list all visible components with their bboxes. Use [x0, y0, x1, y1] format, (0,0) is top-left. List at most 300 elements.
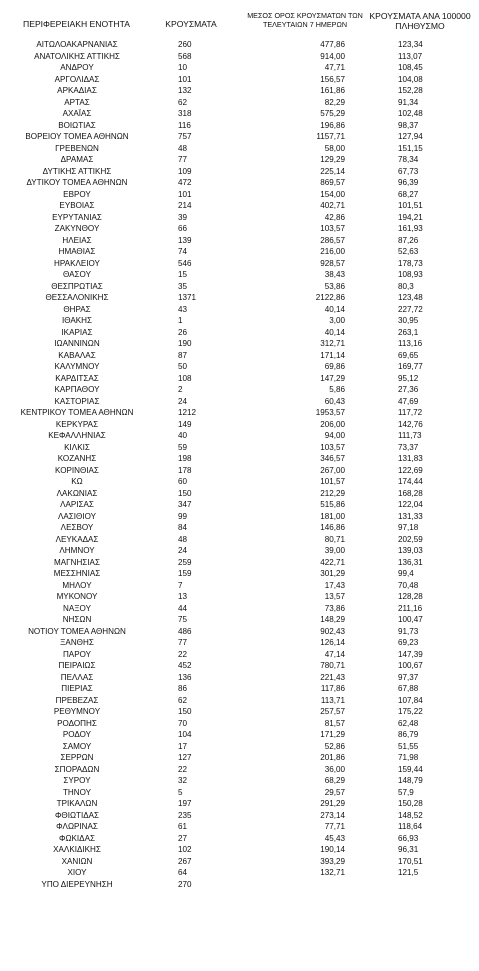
cases-cell: 318 [178, 109, 192, 118]
per-100k-cell: 131,33 [398, 511, 423, 521]
region-cell: ΔΥΤΙΚΗΣ ΑΤΤΙΚΗΣ [42, 166, 112, 176]
per-100k-cell: 100,47 [398, 615, 423, 624]
per-100k-cell [398, 879, 448, 891]
region-cell: ΖΑΚΥΝΘΟΥ [54, 224, 100, 233]
region-cell: ΠΡΕΒΕΖΑΣ [55, 695, 99, 705]
table-row [0, 131, 479, 143]
per-100k-cell: 147,39 [398, 649, 423, 659]
avg-7-days-cell: 902,43 [320, 626, 345, 636]
cases-cell: 109 [178, 166, 192, 176]
region-cell: ΦΩΚΙΔΑΣ [59, 833, 95, 843]
region-cell: ΚΑΣΤΟΡΙΑΣ [54, 396, 100, 406]
cases-cell: 139 [178, 235, 192, 245]
region-cell: ΡΟΔΟΥ [62, 730, 92, 739]
region-cell: ΒΟΙΩΤΙΑΣ [58, 120, 96, 130]
table-row [0, 557, 479, 569]
per-100k-cell: 66,93 [398, 833, 419, 843]
per-100k-cell: 227,72 [398, 304, 423, 314]
table-header [0, 0, 479, 40]
table-row [0, 787, 479, 799]
avg-7-days-cell: 117,86 [320, 684, 345, 693]
region-cell: ΚΕΝΤΡΙΚΟΥ ΤΟΜΕΑ ΑΘΗΝΩΝ [20, 408, 134, 417]
avg-7-days-cell: 869,57 [320, 178, 345, 187]
table-row [0, 235, 479, 247]
cases-cell: 17 [178, 741, 188, 751]
table-row [0, 741, 479, 753]
per-100k-cell: 122,69 [398, 465, 423, 475]
avg-7-days-cell: 273,14 [320, 810, 345, 820]
table-row [0, 465, 479, 477]
cases-cell: 27 [178, 833, 188, 843]
cases-cell: 1212 [178, 408, 197, 417]
per-100k-cell: 111,73 [398, 431, 422, 440]
avg-7-days-cell: 914,00 [320, 51, 345, 61]
table-row [0, 511, 479, 523]
per-100k-cell: 159,44 [398, 764, 423, 774]
cases-cell: 62 [178, 695, 188, 705]
region-cell: ΙΩΑΝΝΙΝΩΝ [54, 339, 100, 348]
cases-cell: 259 [178, 557, 192, 567]
avg-7-days-cell: 216,00 [320, 247, 345, 256]
cases-cell: 214 [178, 201, 192, 210]
region-cell: ΚΑΡΔΙΤΣΑΣ [55, 373, 99, 383]
table-row [0, 304, 479, 316]
cases-cell: 59 [178, 442, 188, 452]
cases-cell: 190 [178, 339, 192, 348]
avg-7-days-cell: 393,29 [320, 856, 345, 866]
region-cell: ΧΙΟΥ [67, 868, 87, 877]
per-100k-cell: 69,23 [398, 638, 419, 647]
per-100k-cell: 113,16 [398, 339, 423, 348]
per-100k-cell: 107,84 [398, 695, 423, 705]
cases-cell: 22 [178, 649, 188, 659]
region-cell: ΠΕΙΡΑΙΩΣ [58, 661, 96, 670]
avg-7-days-cell: 5,86 [329, 385, 345, 394]
avg-7-days-cell: 36,00 [324, 764, 345, 774]
region-cell: ΛΕΥΚΑΔΑΣ [55, 534, 99, 544]
avg-7-days-cell: 346,57 [320, 454, 345, 463]
table-row [0, 453, 479, 465]
region-cell: ΚΟΖΑΝΗΣ [57, 454, 97, 463]
per-100k-cell: 108,93 [398, 270, 423, 279]
region-cell: ΗΡΑΚΛΕΙΟΥ [54, 258, 100, 268]
avg-7-days-cell: 94,00 [324, 431, 345, 440]
table-row [0, 396, 479, 408]
avg-7-days-cell: 154,00 [320, 189, 345, 199]
region-cell: ΚΕΦΑΛΛΗΝΙΑΣ [48, 431, 106, 440]
avg-7-days-cell: 52,86 [324, 741, 345, 751]
region-cell: ΧΑΛΚΙΔΙΚΗΣ [53, 845, 101, 854]
table-row [0, 844, 479, 856]
cases-cell: 1371 [178, 293, 197, 302]
avg-7-days-cell: 132,71 [320, 868, 345, 877]
avg-7-days-cell: 73,86 [324, 603, 345, 613]
region-cell: ΞΑΝΘΗΣ [60, 638, 94, 647]
region-cell: ΥΠΟ ΔΙΕΡΕΥΝΗΣΗ [41, 879, 113, 889]
per-100k-cell: 108,45 [398, 63, 423, 72]
cases-cell: 260 [178, 40, 192, 49]
table-row [0, 522, 479, 534]
table-row [0, 223, 479, 235]
table-row [0, 177, 479, 189]
cases-cell: 149 [178, 419, 192, 429]
cases-cell: 108 [178, 373, 192, 383]
region-cell: ΜΕΣΣΗΝΙΑΣ [53, 569, 101, 578]
table-row [0, 752, 479, 764]
table-row [0, 603, 479, 615]
region-cell: ΚΙΛΚΙΣ [64, 442, 90, 452]
per-100k-cell: 122,04 [398, 500, 423, 509]
region-cell: ΝΟΤΙΟΥ ΤΟΜΕΑ ΑΘΗΝΩΝ [28, 626, 126, 636]
avg-7-days-cell: 780,71 [320, 661, 345, 670]
table-row [0, 200, 479, 212]
table-row [0, 683, 479, 695]
region-cell: ΧΑΝΙΩΝ [61, 856, 93, 866]
cases-cell: 44 [178, 603, 188, 613]
cases-cell: 136 [178, 672, 192, 682]
avg-7-days-cell: 422,71 [320, 557, 345, 567]
avg-7-days-cell: 2122,86 [315, 293, 345, 302]
region-cell: ΑΡΤΑΣ [64, 97, 90, 107]
avg-7-days-cell: 80,71 [324, 534, 345, 544]
table-row [0, 442, 479, 454]
table-row [0, 660, 479, 672]
per-100k-cell: 136,31 [398, 557, 423, 567]
table-body [0, 39, 479, 890]
region-cell: ΝΑΞΟΥ [63, 603, 91, 613]
cases-cell: 270 [178, 879, 192, 889]
cases-cell: 66 [178, 224, 188, 233]
table-row [0, 798, 479, 810]
per-100k-cell: 150,28 [398, 799, 423, 808]
per-100k-cell: 152,28 [398, 86, 423, 95]
cases-cell: 178 [178, 465, 192, 475]
cases-cell: 24 [178, 546, 188, 555]
per-100k-cell: 30,95 [398, 316, 419, 325]
region-cell: ΚΕΡΚΥΡΑΣ [55, 419, 99, 429]
cases-cell: 127 [178, 753, 192, 762]
table-row [0, 315, 479, 327]
region-cell: ΛΑΣΙΘΙΟΥ [57, 511, 97, 521]
per-100k-cell: 104,08 [398, 74, 423, 84]
table-row [0, 637, 479, 649]
avg-7-days-cell: 171,14 [320, 350, 345, 360]
per-100k-cell: 148,79 [398, 776, 423, 785]
cases-cell: 486 [178, 626, 192, 636]
per-100k-cell: 67,73 [398, 166, 419, 176]
per-100k-cell: 78,34 [398, 155, 419, 164]
region-cell: ΕΥΡΥΤΑΝΙΑΣ [52, 212, 102, 222]
table-row [0, 51, 479, 63]
avg-7-days-cell: 113,71 [320, 695, 345, 705]
cases-cell: 150 [178, 488, 192, 498]
per-100k-cell: 68,27 [398, 189, 419, 199]
per-100k-cell: 117,72 [398, 408, 423, 417]
region-cell: ΗΛΕΙΑΣ [62, 235, 92, 245]
table-row [0, 488, 479, 500]
table-row [0, 292, 479, 304]
table-row [0, 476, 479, 488]
cases-cell: 74 [178, 247, 188, 256]
avg-7-days-cell: 39,00 [324, 546, 345, 555]
header-avg-7-days: ΜΕΣΟΣ ΟΡΟΣ ΚΡΟΥΣΜΑΤΩΝ ΤΩΝ ΤΕΛΕΥΤΑΙΩΝ 7 ΗΜΕΡΩΝ [247, 11, 363, 29]
cases-cell: 15 [178, 270, 188, 279]
table-row [0, 626, 479, 638]
cases-cell: 235 [178, 810, 192, 820]
avg-7-days-cell: 477,86 [320, 40, 345, 49]
avg-7-days-cell: 225,14 [320, 166, 345, 176]
region-cell: ΛΑΚΩΝΙΑΣ [56, 488, 98, 498]
avg-7-days-cell: 101,57 [320, 477, 345, 486]
region-cell: ΙΚΑΡΙΑΣ [61, 327, 93, 337]
cases-cell: 102 [178, 845, 192, 854]
cases-cell: 150 [178, 707, 192, 716]
per-100k-cell: 73,37 [398, 442, 419, 452]
per-100k-cell: 97,18 [398, 523, 419, 532]
table-row [0, 821, 479, 833]
avg-7-days-cell: 13,57 [324, 592, 345, 601]
region-cell: ΣΑΜΟΥ [62, 741, 92, 751]
per-100k-cell: 102,48 [398, 109, 423, 118]
cases-cell: 77 [178, 155, 188, 164]
region-cell: ΗΜΑΘΙΑΣ [58, 247, 96, 256]
per-100k-cell: 67,88 [398, 684, 419, 693]
region-cell: ΦΘΙΩΤΙΔΑΣ [54, 810, 100, 820]
per-100k-cell: 178,73 [398, 258, 423, 268]
table-row [0, 591, 479, 603]
region-cell: ΑΝΔΡΟΥ [60, 63, 94, 72]
region-cell: ΛΕΣΒΟΥ [60, 523, 94, 532]
cases-cell: 86 [178, 684, 188, 693]
per-100k-cell: 148,52 [398, 810, 423, 820]
avg-7-days-cell: 291,29 [320, 799, 345, 808]
per-100k-cell: 142,76 [398, 419, 423, 429]
table-row [0, 672, 479, 684]
header-cases: ΚΡΟΥΣΜΑΤΑ [165, 19, 217, 29]
table-row [0, 74, 479, 86]
per-100k-cell: 263,1 [398, 327, 419, 337]
table-row [0, 154, 479, 166]
cases-cell: 159 [178, 569, 192, 578]
region-cell: ΘΕΣΣΑΛΟΝΙΚΗΣ [45, 293, 109, 302]
per-100k-cell: 96,39 [398, 178, 419, 187]
avg-7-days-cell: 146,86 [320, 523, 345, 532]
avg-7-days-cell: 1953,57 [315, 408, 345, 417]
per-100k-cell: 97,37 [398, 672, 419, 682]
per-100k-cell: 70,48 [398, 580, 419, 590]
per-100k-cell: 101,51 [398, 201, 423, 210]
table-row [0, 407, 479, 419]
cases-cell: 7 [178, 580, 183, 590]
cases-cell: 104 [178, 730, 192, 739]
region-cell: ΕΥΒΟΙΑΣ [59, 201, 95, 210]
avg-7-days-cell: 81,57 [324, 718, 345, 728]
table-row [0, 430, 479, 442]
avg-7-days-cell: 171,29 [320, 730, 345, 739]
cases-cell: 75 [178, 615, 188, 624]
avg-7-days-cell: 103,57 [320, 442, 345, 452]
table-row [0, 269, 479, 281]
region-cell: ΘΑΣΟΥ [63, 270, 91, 279]
cases-cell: 87 [178, 350, 188, 360]
cases-cell: 197 [178, 799, 192, 808]
per-100k-cell: 139,03 [398, 546, 423, 555]
table-row [0, 534, 479, 546]
cases-cell: 546 [178, 258, 192, 268]
table-row [0, 499, 479, 511]
cases-cell: 50 [178, 362, 188, 371]
avg-7-days-cell: 29,57 [324, 787, 345, 797]
per-100k-cell: 123,48 [398, 293, 423, 302]
cases-cell: 101 [178, 74, 192, 84]
avg-7-days-cell: 221,43 [320, 672, 345, 682]
per-100k-cell: 170,51 [398, 856, 423, 866]
cases-cell: 64 [178, 868, 188, 877]
avg-7-days-cell: 42,86 [324, 212, 345, 222]
table-row [0, 108, 479, 120]
avg-7-days-cell: 58,00 [324, 143, 345, 153]
table-row [0, 649, 479, 661]
per-100k-cell: 131,83 [398, 454, 423, 463]
per-100k-cell: 99,4 [398, 569, 414, 578]
cases-cell: 48 [178, 143, 188, 153]
table-row [0, 568, 479, 580]
region-cell: ΤΗΝΟΥ [62, 787, 92, 797]
region-cell: ΘΗΡΑΣ [63, 304, 91, 314]
region-cell: ΡΕΘΥΜΝΟΥ [53, 707, 101, 716]
table-row [0, 361, 479, 373]
region-cell: ΣΥΡΟΥ [63, 776, 91, 785]
avg-7-days-cell: 77,71 [324, 822, 345, 831]
table-row [0, 258, 479, 270]
per-100k-cell: 113,07 [398, 51, 423, 61]
avg-7-days-cell: 196,86 [320, 120, 345, 130]
region-cell: ΜΑΓΝΗΣΙΑΣ [54, 557, 100, 567]
per-100k-cell: 87,26 [398, 235, 419, 245]
avg-7-days-cell: 40,14 [324, 304, 345, 314]
avg-7-days-cell: 40,14 [324, 327, 345, 337]
cases-cell: 62 [178, 97, 188, 107]
table-row [0, 419, 479, 431]
avg-7-days-cell: 82,29 [324, 97, 345, 107]
cases-cell: 43 [178, 304, 188, 314]
table-row [0, 695, 479, 707]
avg-7-days-cell: 53,86 [324, 281, 345, 291]
table-row [0, 867, 479, 879]
table-row [0, 706, 479, 718]
table-row [0, 614, 479, 626]
table-row [0, 764, 479, 776]
per-100k-cell: 118,64 [398, 822, 423, 831]
region-cell: ΠΑΡΟΥ [62, 649, 92, 659]
region-cell: ΓΡΕΒΕΝΩΝ [55, 143, 99, 153]
avg-7-days-cell: 286,57 [320, 235, 345, 245]
region-cell: ΣΕΡΡΩΝ [60, 753, 94, 762]
per-100k-cell: 98,37 [398, 120, 419, 130]
avg-7-days-cell: 68,29 [324, 776, 345, 785]
cases-cell: 35 [178, 281, 188, 291]
cases-cell: 60 [178, 477, 188, 486]
avg-7-days-cell: 1157,71 [316, 132, 345, 141]
avg-7-days-cell: 60,43 [324, 396, 345, 406]
table-row [0, 143, 479, 155]
region-cell: ΣΠΟΡΑΔΩΝ [54, 764, 100, 774]
table-row [0, 246, 479, 258]
cases-cell: 77 [178, 638, 188, 647]
region-cell: ΚΟΡΙΝΘΙΑΣ [55, 465, 99, 475]
avg-7-days-cell: 575,29 [320, 109, 345, 118]
region-cell: ΚΑΛΥΜΝΟΥ [54, 362, 100, 371]
cases-cell: 48 [178, 534, 188, 544]
avg-7-days-cell: 69,86 [324, 362, 345, 371]
per-100k-cell: 86,79 [398, 730, 419, 739]
cases-cell: 13 [178, 592, 188, 601]
table-row [0, 545, 479, 557]
per-100k-cell: 80,3 [398, 281, 414, 291]
table-row [0, 350, 479, 362]
avg-7-days-cell: 928,57 [320, 258, 345, 268]
region-cell: ΠΕΛΛΑΣ [60, 672, 94, 682]
region-cell: ΛΑΡΙΣΑΣ [60, 500, 94, 509]
cases-cell: 116 [178, 120, 191, 130]
avg-7-days-cell: 212,29 [320, 488, 345, 498]
table-row [0, 729, 479, 741]
region-cell: ΝΗΣΩΝ [62, 615, 92, 624]
cases-cell: 32 [178, 776, 188, 785]
cases-cell: 101 [178, 189, 192, 199]
cases-cell: 568 [178, 51, 192, 61]
cases-cell: 198 [178, 454, 192, 463]
cases-cell: 452 [178, 661, 192, 670]
region-cell: ΛΗΜΝΟΥ [59, 546, 95, 555]
avg-7-days-cell [250, 879, 345, 891]
avg-7-days-cell: 156,57 [320, 74, 345, 84]
table-row [0, 120, 479, 132]
per-100k-cell: 91,34 [398, 97, 419, 107]
per-100k-cell: 151,15 [398, 143, 423, 153]
avg-7-days-cell: 47,71 [324, 63, 345, 72]
region-cell: ΕΒΡΟΥ [63, 189, 91, 199]
cases-cell: 10 [178, 63, 188, 72]
per-100k-cell: 51,55 [398, 741, 419, 751]
header-cases-per-100k: ΚΡΟΥΣΜΑΤΑ ΑΝΑ 100000 ΠΛΗΘΥΣΜΟ [369, 11, 471, 31]
avg-7-days-cell: 103,57 [320, 224, 345, 233]
region-cell: ΜΗΛΟΥ [62, 580, 92, 590]
table-row [0, 879, 479, 891]
per-100k-cell: 175,22 [398, 707, 423, 716]
per-100k-cell: 52,63 [398, 247, 419, 256]
avg-7-days-cell: 515,86 [320, 500, 345, 509]
per-100k-cell: 194,21 [398, 212, 423, 222]
table-row [0, 189, 479, 201]
cases-cell: 40 [178, 431, 188, 440]
avg-7-days-cell: 17,43 [324, 580, 345, 590]
table-row [0, 327, 479, 339]
cases-cell: 26 [178, 327, 188, 337]
avg-7-days-cell: 257,57 [320, 707, 345, 716]
table-row [0, 39, 479, 51]
table-row [0, 97, 479, 109]
table-row [0, 212, 479, 224]
cases-cell: 61 [178, 822, 188, 831]
cases-cell: 70 [178, 718, 188, 728]
table-row [0, 833, 479, 845]
per-100k-cell: 57,9 [398, 787, 414, 797]
avg-7-days-cell: 402,71 [320, 201, 345, 210]
cases-cell: 24 [178, 396, 188, 406]
region-cell: ΙΘΑΚΗΣ [61, 316, 93, 325]
per-100k-cell: 169,77 [398, 362, 423, 371]
